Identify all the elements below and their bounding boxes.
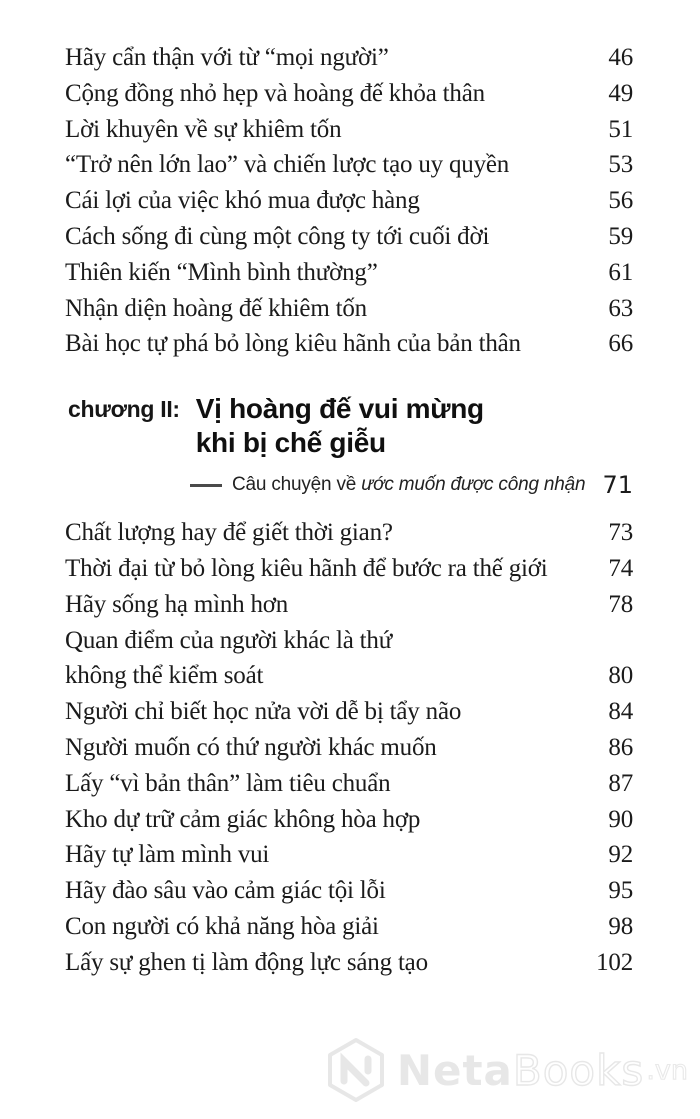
subtitle-dash-line <box>190 484 222 487</box>
toc-entry-title: Chất lượng hay để giết thời gian? <box>65 519 393 547</box>
toc-entry-title: “Trở nên lớn lao” và chiến lược tạo uy quyền <box>65 151 510 179</box>
toc-entry-page-number: 90 <box>608 805 633 833</box>
toc-entry-title: Thiên kiến “Mình bình thường” <box>65 258 378 286</box>
toc-row <box>65 147 633 183</box>
watermark-neta-text: Neta <box>396 1045 513 1095</box>
toc-row <box>65 326 633 362</box>
watermark-vn-text: .vn <box>646 1054 688 1086</box>
toc-section-2 <box>0 515 700 980</box>
toc-entry-title: Lấy “vì bản thân” làm tiêu chuẩn <box>65 769 391 797</box>
toc-entry-page-number: 66 <box>608 330 633 358</box>
toc-entry-page-number: 56 <box>608 187 633 215</box>
toc-entry-title: Bài học tự phá bỏ lòng kiêu hãnh của bản thân <box>65 330 521 358</box>
toc-row <box>65 909 633 945</box>
toc-row <box>65 766 633 802</box>
toc-entry-page-number: 46 <box>608 44 633 71</box>
toc-entry-title: Nhận diện hoàng đế khiêm tốn <box>65 294 367 322</box>
toc-entry-title: Hãy tự làm mình vui <box>65 841 270 869</box>
toc-entry-page-number: 61 <box>608 258 633 286</box>
toc-entry-page-number: 92 <box>608 841 633 869</box>
toc-row <box>65 587 633 623</box>
toc-entry-page-number: 80 <box>608 662 633 690</box>
toc-entry-title: Cộng đồng nhỏ hẹp và hoàng đế khỏa thân <box>65 79 485 107</box>
toc-entry-title: Hãy sống hạ mình hơn <box>65 590 289 618</box>
watermark-books-text: Books <box>512 1045 645 1095</box>
toc-row <box>65 730 633 766</box>
toc-row <box>65 658 633 694</box>
chapter-title-line2: khi bị chế giễu <box>195 427 386 459</box>
toc-row <box>65 551 633 587</box>
toc-entry-page-number: 98 <box>608 912 633 940</box>
toc-entry-title: Quan điểm của người khác là thứ <box>65 626 393 654</box>
toc-entry-title: Lời khuyên về sự khiêm tốn <box>65 115 342 143</box>
toc-entry-page-number: 87 <box>608 769 633 797</box>
toc-entry-title: Con người có khả năng hòa giải <box>65 912 379 940</box>
chapter-title <box>196 392 484 460</box>
toc-row <box>65 837 633 873</box>
toc-row <box>65 623 633 659</box>
toc-row <box>65 183 633 219</box>
toc-entry-title: Cái lợi của việc khó mua được hàng <box>65 187 420 215</box>
toc-entry-title: Thời đại từ bỏ lòng kiêu hãnh để bước ra thế giới <box>65 554 548 582</box>
toc-entry-page-number: 95 <box>608 877 633 905</box>
toc-row <box>65 694 633 730</box>
toc-entry-page-number: 74 <box>608 554 633 582</box>
toc-entry-page-number: 102 <box>596 948 633 976</box>
toc-row <box>65 40 633 76</box>
toc-entry-title: Lấy sự ghen tị làm động lực sáng tạo <box>65 948 428 976</box>
chapter-heading <box>0 392 700 499</box>
toc-entry-page-number: 49 <box>608 79 633 107</box>
toc-entry-title: Hãy đào sâu vào cảm giác tội lỗi <box>65 877 386 905</box>
toc-row <box>65 802 633 838</box>
toc-entry-title: Người chỉ biết học nửa vời dễ bị tẩy não <box>65 698 462 726</box>
toc-row <box>65 945 633 981</box>
toc-entry-title: không thể kiểm soát <box>65 662 264 690</box>
toc-entry-page-number: 51 <box>608 115 633 143</box>
toc-row <box>65 873 633 909</box>
toc-row <box>65 291 633 327</box>
toc-entry-title: Hãy cẩn thận với từ “mọi người” <box>65 44 389 71</box>
toc-entry-page-number: 59 <box>608 222 633 250</box>
chapter-subtitle <box>68 471 633 499</box>
netabooks-hexagon-n-icon <box>325 1037 387 1103</box>
toc-entry-page-number: 73 <box>608 519 633 547</box>
toc-row <box>65 515 633 551</box>
toc-entry-page-number: 53 <box>608 151 633 179</box>
netabooks-watermark <box>325 1037 688 1103</box>
toc-entry-title: Người muốn có thứ người khác muốn <box>65 733 437 761</box>
chapter-subtitle-text: Câu chuyện về ước muốn được công nhận <box>232 474 586 496</box>
toc-row <box>65 76 633 112</box>
toc-entry-page-number: 86 <box>608 733 633 761</box>
chapter-page-number: 71 <box>602 471 633 500</box>
toc-row <box>65 255 633 291</box>
toc-entry-page-number: 84 <box>608 698 633 726</box>
toc-section-1 <box>0 0 700 362</box>
toc-entry-title: Kho dự trữ cảm giác không hòa hợp <box>65 805 421 833</box>
toc-entry-page-number: 63 <box>608 294 633 322</box>
toc-row <box>65 219 633 255</box>
toc-entry-page-number: 78 <box>608 590 633 618</box>
toc-row <box>65 112 633 148</box>
chapter-label: chương II: <box>68 396 180 423</box>
chapter-title-line1: Vị hoàng đế vui mừng <box>195 393 484 425</box>
toc-entry-title: Cách sống đi cùng một công ty tới cuối đời <box>65 222 490 250</box>
